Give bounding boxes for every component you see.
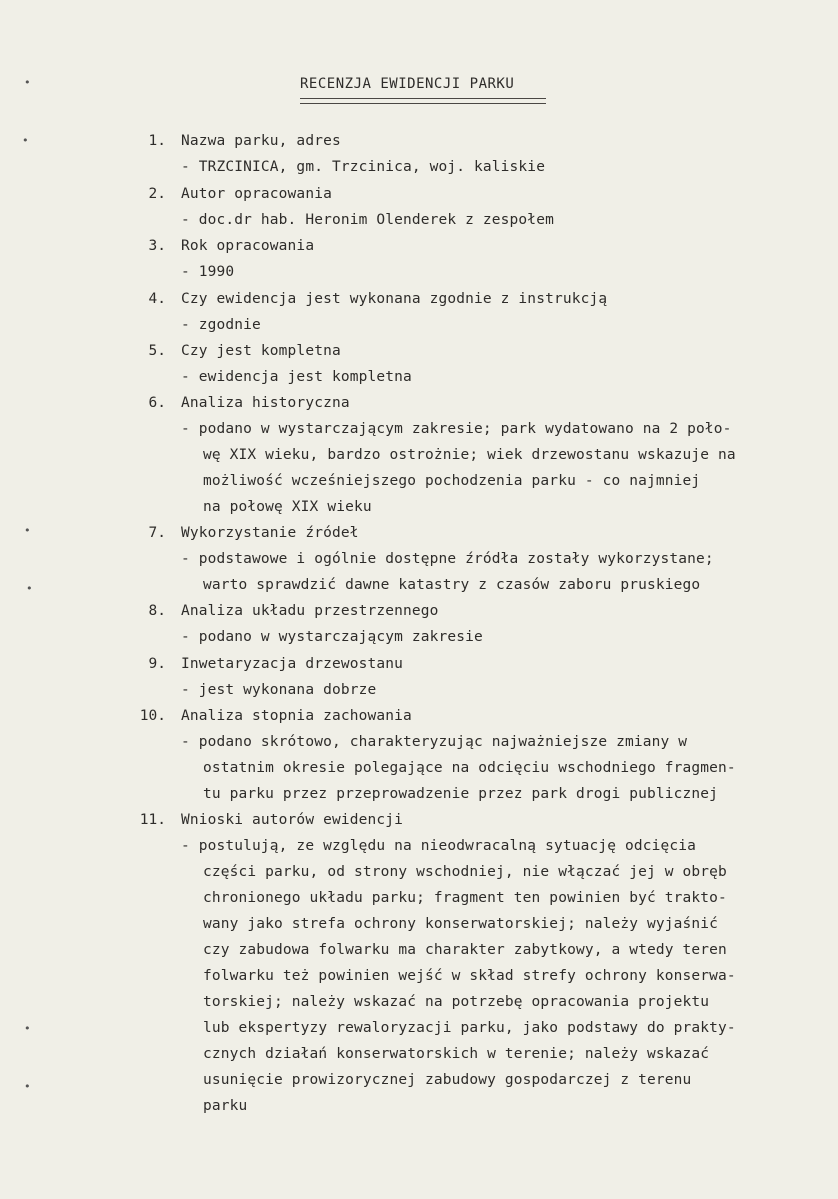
item-number: 7. [148, 525, 166, 541]
item-heading: Wykorzystanie źródeł [181, 525, 359, 541]
item-number: 5. [148, 343, 166, 359]
item-heading: Wnioski autorów ewidencji [181, 812, 403, 828]
margin-speck: • [22, 134, 29, 147]
item-line: - 1990 [181, 264, 235, 280]
margin-speck: • [24, 76, 31, 89]
item-heading: Inwetaryzacja drzewostanu [181, 656, 403, 672]
item-line: możliwość wcześniejszego pochodzenia parku - co najmniej [203, 473, 701, 489]
item-line: cznych działań konserwatorskich w terenie; należy wskazać [203, 1046, 710, 1062]
item-line: ostatnim okresie polegające na odcięciu wschodniego fragmen- [203, 760, 736, 776]
item-line: - podano w wystarczającym zakresie [181, 629, 483, 645]
item-line: - zgodnie [181, 317, 261, 333]
item-heading: Rok opracowania [181, 238, 315, 254]
item-heading: Nazwa parku, adres [181, 133, 341, 149]
item-line: na połowę XIX wieku [203, 499, 372, 515]
document-title: RECENZJA EWIDENCJI PARKU [300, 76, 515, 92]
item-line: - podstawowe i ogólnie dostępne źródła zostały wykorzystane; [181, 551, 714, 567]
item-line: lub ekspertyzy rewaloryzacji parku, jako podstawy do prakty- [203, 1020, 736, 1036]
margin-speck: • [24, 524, 31, 537]
item-number: 10. [139, 708, 166, 724]
margin-speck: • [24, 1080, 31, 1093]
item-number: 1. [148, 133, 166, 149]
item-line: chronionego układu parku; fragment ten powinien być trakto- [203, 890, 727, 906]
item-line: folwarku też powinien wejść w skład strefy ochrony konserwa- [203, 968, 736, 984]
item-number: 6. [148, 395, 166, 411]
item-heading: Analiza stopnia zachowania [181, 708, 412, 724]
item-line: parku [203, 1098, 248, 1114]
item-line: usunięcie prowizorycznej zabudowy gospodarczej z terenu [203, 1072, 692, 1088]
item-line: - podano skrótowo, charakteryzując najważniejsze zmiany w [181, 734, 688, 750]
margin-speck: • [24, 1022, 31, 1035]
item-line: - postulują, ze względu na nieodwracalną sytuację odcięcia [181, 838, 697, 854]
item-number: 3. [148, 238, 166, 254]
item-heading: Autor opracowania [181, 186, 332, 202]
item-number: 9. [148, 656, 166, 672]
item-line: wany jako strefa ochrony konserwatorskiej; należy wyjaśnić [203, 916, 719, 932]
item-number: 4. [148, 291, 166, 307]
title-double-underline [300, 98, 546, 104]
item-line: torskiej; należy wskazać na potrzebę opracowania projektu [203, 994, 710, 1010]
item-line: czy zabudowa folwarku ma charakter zabytkowy, a wtedy teren [203, 942, 727, 958]
item-number: 8. [148, 603, 166, 619]
item-line: - podano w wystarczającym zakresie; park wydatowano na 2 poło- [181, 421, 732, 437]
item-heading: Czy ewidencja jest wykonana zgodnie z instrukcją [181, 291, 608, 307]
item-number: 11. [139, 812, 166, 828]
item-line: - doc.dr hab. Heronim Olenderek z zespołem [181, 212, 554, 228]
item-heading: Analiza historyczna [181, 395, 350, 411]
item-heading: Czy jest kompletna [181, 343, 341, 359]
item-line: części parku, od strony wschodniej, nie włączać jej w obręb [203, 864, 727, 880]
item-line: - TRZCINICA, gm. Trzcinica, woj. kaliskie [181, 159, 546, 175]
item-line: - jest wykonana dobrze [181, 682, 377, 698]
item-line: - ewidencja jest kompletna [181, 369, 412, 385]
margin-speck: • [26, 582, 33, 595]
item-number: 2. [148, 186, 166, 202]
item-line: tu parku przez przeprowadzenie przez park drogi publicznej [203, 786, 719, 802]
item-heading: Analiza układu przestrzennego [181, 603, 439, 619]
item-line: warto sprawdzić dawne katastry z czasów zaboru pruskiego [203, 577, 701, 593]
item-line: wę XIX wieku, bardzo ostrożnie; wiek drzewostanu wskazuje na [203, 447, 736, 463]
